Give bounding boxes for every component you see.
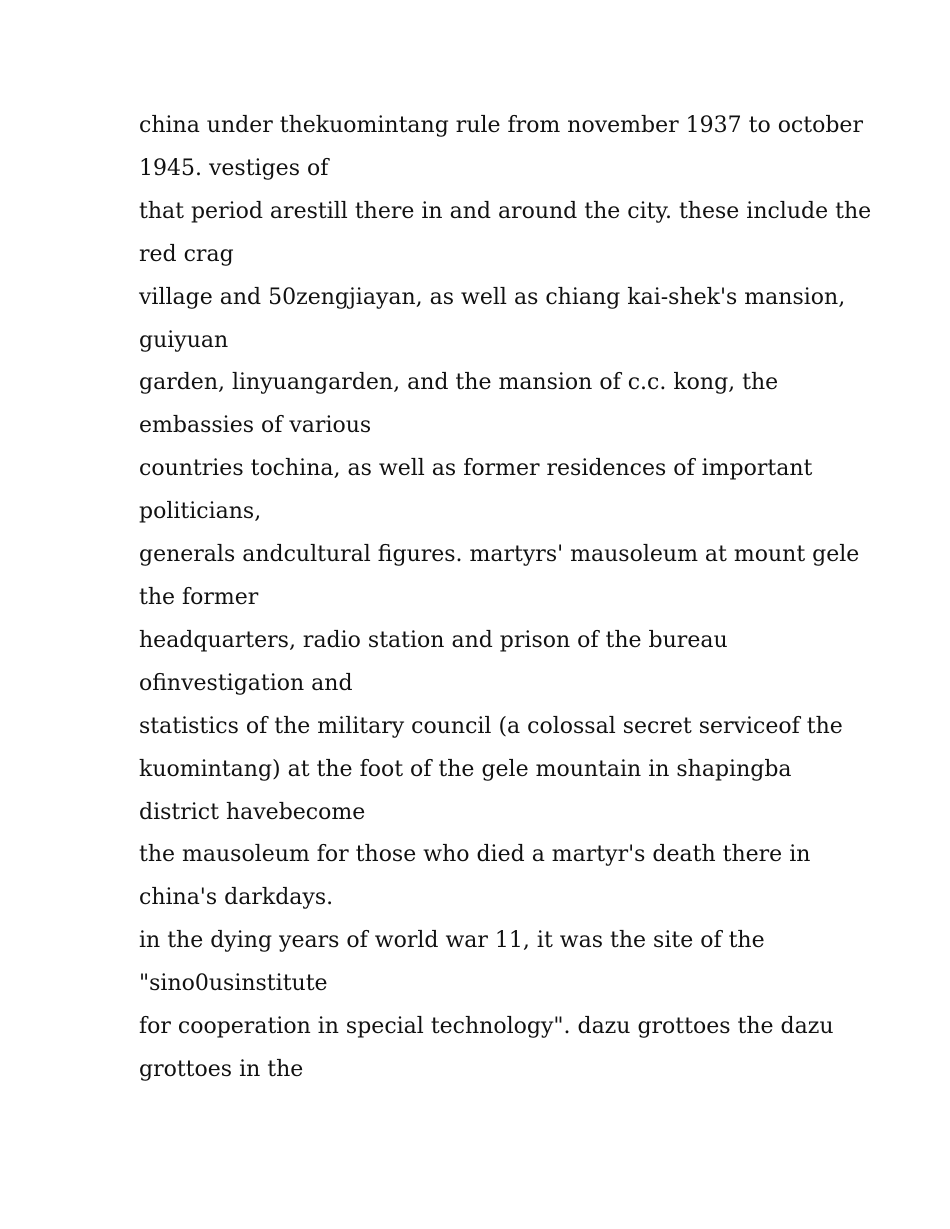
text-line: grottoes in the bbox=[139, 1056, 304, 1082]
text-line: generals andcultural figures. martyrs' mausoleum at mount gele bbox=[139, 542, 860, 568]
text-line: 1945. vestiges of bbox=[139, 155, 329, 181]
text-line: village and 50zengjiayan, as well as chiang kai-shek's mansion, bbox=[139, 284, 846, 310]
text-line: kuomintang) at the foot of the gele mountain in shapingba bbox=[139, 756, 792, 782]
text-line: the former bbox=[139, 584, 259, 610]
text-line: china's darkdays. bbox=[139, 885, 334, 911]
text-line: ofinvestigation and bbox=[139, 670, 353, 696]
text-line: headquarters, radio station and prison of the bureau bbox=[139, 627, 728, 653]
text-line: statistics of the military council (a colossal secret serviceof the bbox=[139, 713, 843, 739]
text-line: guiyuan bbox=[139, 327, 229, 353]
body-text bbox=[139, 105, 872, 1092]
text-line: embassies of various bbox=[139, 413, 372, 439]
text-line: "sino0usinstitute bbox=[139, 971, 328, 997]
text-line: politicians, bbox=[139, 499, 262, 525]
text-line: the mausoleum for those who died a martyr's death there in bbox=[139, 842, 811, 868]
text-line: countries tochina, as well as former residences of important bbox=[139, 456, 813, 482]
text-line: for cooperation in special technology". dazu grottoes the dazu bbox=[139, 1014, 834, 1040]
text-line: garden, linyuangarden, and the mansion of c.c. kong, the bbox=[139, 370, 779, 396]
text-line: district havebecome bbox=[139, 799, 366, 825]
text-line: in the dying years of world war 11, it was the site of the bbox=[139, 928, 765, 954]
text-line: red crag bbox=[139, 241, 234, 267]
text-line: that period arestill there in and around the city. these include the bbox=[139, 198, 872, 224]
text-line: china under thekuomintang rule from november 1937 to october bbox=[139, 113, 863, 138]
